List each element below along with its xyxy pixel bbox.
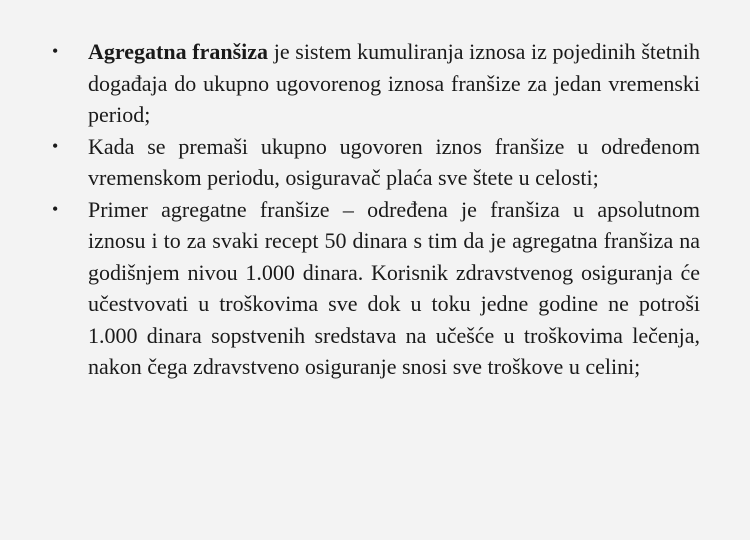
bullet-icon: •	[52, 198, 59, 219]
bullet-list	[52, 36, 700, 383]
bullet-term: Agregatna franšiza	[88, 39, 269, 64]
bullet-text: Primer agregatne franšize – određena je franšiza u apsolutnom iznosu i to za svaki recept 50 dinara s tim da je agregatna franšiza na godišnjem nivou 1.000 dinara. Korisnik zdravstvenog osiguranja će učestvovati u troškovima sve dok u toku jedne godine ne potroši 1.000 dinara sopstvenih sredstava na učešće u troškovima lečenja, nakon čega zdravstveno osiguranje snosi sve troškove u celini;	[88, 196, 700, 379]
bullet-item-aggregate-definition	[52, 36, 700, 131]
bullet-text: je sistem kumuliranja iznosa iz pojedinih štetnih događaja do ukupno ugovorenog iznosa franšize za jedan vremenski period;	[88, 39, 700, 127]
bullet-item-example	[52, 194, 700, 383]
bullet-icon: •	[52, 41, 59, 61]
bullet-item-exceeded-amount	[52, 131, 700, 194]
bullet-text: Kada se premaši ukupno ugovoren iznos franšize u određenom vremenskom periodu, osiguravač plaća sve štete u celosti;	[88, 133, 700, 190]
bullet-icon: •	[52, 135, 59, 156]
